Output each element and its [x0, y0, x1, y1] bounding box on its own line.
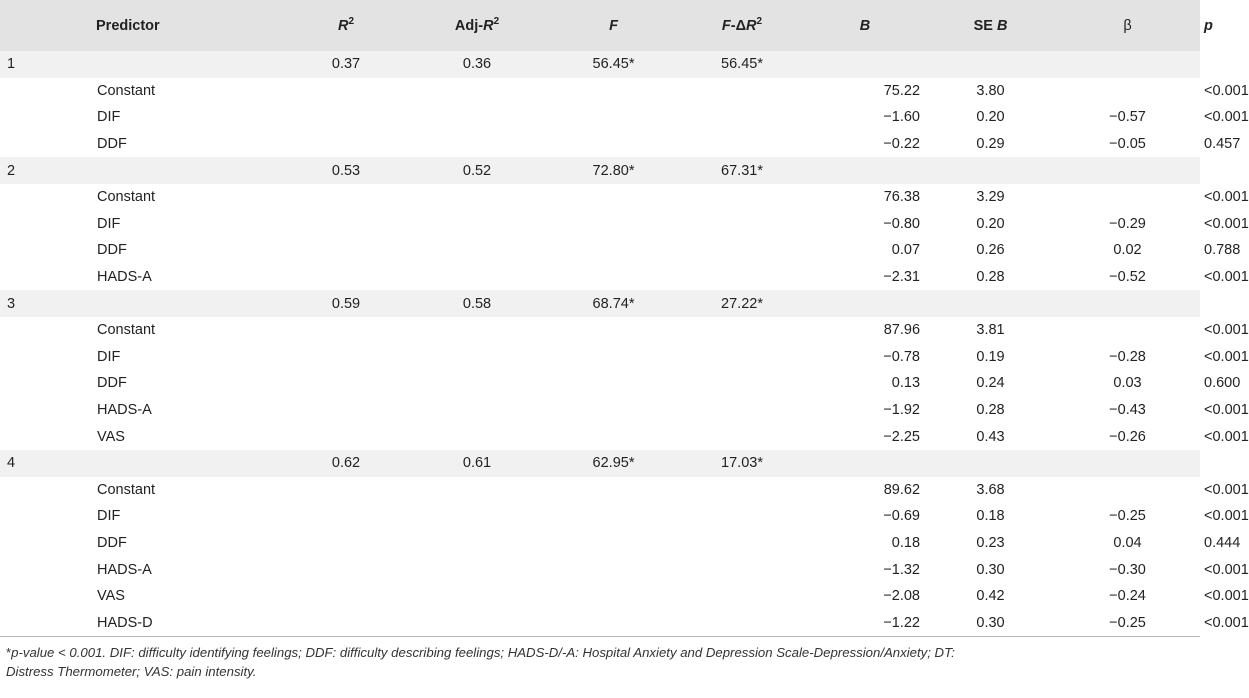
- cell-predictor: [92, 450, 285, 477]
- cell-r-squared: [285, 184, 407, 211]
- cell-f: [547, 583, 680, 610]
- cell-r-squared: [285, 264, 407, 291]
- cell-step: 4: [7, 455, 16, 472]
- cell-f-delta-r-squared: [680, 237, 804, 264]
- cell-predictor: HADS-A: [97, 402, 152, 419]
- header-r-squared-symbol: R: [337, 17, 349, 34]
- header-fdr-f: F: [721, 17, 731, 34]
- cell-se-b: 0.42: [976, 588, 1005, 605]
- cell-beta: 0.03: [1113, 375, 1142, 392]
- cell-adj-r-squared: [407, 583, 547, 610]
- cell-f-delta-r-squared: [680, 344, 804, 371]
- table-row-predictor: DIF −0.80 0.20 −0.29 <0.001: [0, 211, 1200, 238]
- cell-adj-r-squared: [407, 530, 547, 557]
- cell-se-b: [926, 290, 1055, 317]
- cell-f-delta-r-squared: [680, 211, 804, 238]
- table-header: [0, 0, 1213, 51]
- cell-adj-r-squared: [407, 344, 547, 371]
- cell-f-delta-r-squared: 56.45*: [721, 56, 763, 73]
- cell-b: [804, 157, 926, 184]
- cell-step: 1: [7, 56, 16, 73]
- cell-predictor: VAS: [97, 428, 125, 445]
- cell-adj-r-squared: [407, 78, 547, 105]
- cell-se-b: [926, 51, 1055, 78]
- cell-f: [547, 477, 680, 504]
- cell-adj-r-squared: [407, 104, 547, 131]
- cell-adj-r-squared: [407, 609, 547, 636]
- cell-se-b: 0.29: [976, 136, 1005, 153]
- cell-step: [0, 397, 92, 424]
- cell-f-delta-r-squared: [680, 317, 804, 344]
- table-row-predictor: HADS-A −1.32 0.30 −0.30 <0.001: [0, 556, 1200, 583]
- cell-r-squared: [285, 78, 407, 105]
- cell-step: [0, 556, 92, 583]
- header-adj-r-squared: [407, 0, 547, 51]
- cell-se-b: 0.20: [976, 109, 1005, 126]
- cell-step: [0, 104, 92, 131]
- cell-b: −1.22: [883, 614, 921, 631]
- cell-adj-r-squared: [407, 131, 547, 158]
- cell-step: [0, 423, 92, 450]
- cell-f-delta-r-squared: [680, 530, 804, 557]
- cell-beta: −0.52: [1109, 269, 1146, 286]
- cell-predictor: DIF: [97, 109, 121, 126]
- cell-f: [547, 609, 680, 636]
- cell-predictor: DDF: [97, 242, 127, 259]
- cell-r-squared: [285, 556, 407, 583]
- header-p-symbol: p: [1204, 17, 1213, 34]
- cell-f-delta-r-squared: [680, 397, 804, 424]
- cell-f-delta-r-squared: [680, 370, 804, 397]
- cell-adj-r-squared: [407, 211, 547, 238]
- cell-f-delta-r-squared: 17.03*: [721, 455, 763, 472]
- cell-f: [547, 184, 680, 211]
- cell-r-squared: [285, 503, 407, 530]
- cell-b: −0.22: [883, 136, 921, 153]
- cell-predictor: Constant: [97, 481, 156, 498]
- cell-adj-r-squared: [407, 317, 547, 344]
- cell-b: −1.60: [883, 109, 921, 126]
- cell-b: −0.80: [883, 215, 921, 232]
- cell-se-b: 0.28: [976, 402, 1005, 419]
- cell-se-b: 0.20: [976, 215, 1005, 232]
- cell-b: 0.18: [891, 534, 921, 551]
- cell-step: [0, 344, 92, 371]
- cell-f: 56.45*: [592, 56, 635, 73]
- cell-adj-r-squared: [407, 397, 547, 424]
- cell-adj-r-squared: [407, 503, 547, 530]
- cell-f: [547, 131, 680, 158]
- cell-predictor: DDF: [97, 534, 127, 551]
- cell-r-squared: [285, 423, 407, 450]
- cell-step: [0, 370, 92, 397]
- cell-f-delta-r-squared: [680, 609, 804, 636]
- footnote-star: *: [6, 645, 12, 661]
- cell-se-b: 3.29: [976, 189, 1005, 206]
- header-row: [0, 0, 1200, 51]
- cell-b: −0.69: [883, 508, 921, 525]
- cell-beta: [1055, 184, 1200, 211]
- cell-step: [0, 78, 92, 105]
- cell-step: [0, 211, 92, 238]
- cell-f-delta-r-squared: [680, 264, 804, 291]
- table-row-predictor: DIF −0.78 0.19 −0.28 <0.001: [0, 344, 1200, 371]
- cell-adj-r-squared: 0.58: [462, 295, 492, 312]
- cell-f-delta-r-squared: [680, 477, 804, 504]
- cell-b: −2.31: [883, 269, 921, 286]
- table-row-model-step: [0, 290, 1200, 317]
- cell-r-squared: [285, 237, 407, 264]
- table-row-predictor: DIF −1.60 0.20 −0.57 <0.001: [0, 104, 1200, 131]
- footnote-line-2: Distress Thermometer; VAS: pain intensity.: [6, 664, 257, 680]
- cell-predictor: VAS: [97, 588, 125, 605]
- footnote-line-1: p-value < 0.001. DIF: difficulty identifying feelings; DDF: difficulty describing feelings; HADS-D/-A: Hospital Anxiety and Depression Scale-Depression/Anxiety; DT:: [11, 645, 955, 661]
- cell-se-b: 3.80: [976, 82, 1005, 99]
- cell-f: [547, 78, 680, 105]
- header-beta: [1055, 0, 1200, 51]
- cell-beta: −0.57: [1109, 109, 1146, 126]
- cell-se-b: [926, 450, 1055, 477]
- cell-adj-r-squared: [407, 237, 547, 264]
- cell-f-delta-r-squared: 27.22*: [721, 295, 763, 312]
- cell-predictor: Constant: [97, 322, 156, 339]
- cell-f: 62.95*: [592, 455, 635, 472]
- cell-f: [547, 503, 680, 530]
- cell-r-squared: [285, 583, 407, 610]
- header-fdr-r: R: [746, 17, 757, 34]
- cell-adj-r-squared: [407, 477, 547, 504]
- cell-b: 87.96: [883, 322, 921, 339]
- cell-predictor: Constant: [97, 189, 156, 206]
- cell-f: 72.80*: [592, 162, 635, 179]
- cell-f-delta-r-squared: 67.31*: [721, 162, 763, 179]
- cell-f: [547, 397, 680, 424]
- cell-beta: [1055, 51, 1200, 78]
- cell-se-b: 0.23: [976, 534, 1005, 551]
- cell-predictor: [92, 51, 285, 78]
- cell-r-squared: [285, 344, 407, 371]
- cell-adj-r-squared: 0.52: [462, 162, 492, 179]
- cell-step: [0, 477, 92, 504]
- cell-se-b: 0.30: [976, 561, 1005, 578]
- cell-se-b: 0.18: [976, 508, 1005, 525]
- table-row-predictor: HADS-A −2.31 0.28 −0.52 <0.001: [0, 264, 1200, 291]
- table-row-predictor: Constant 76.38 3.29 <0.001: [0, 184, 1200, 211]
- cell-step: 3: [7, 295, 16, 312]
- cell-f: 68.74*: [592, 295, 635, 312]
- cell-b: −1.32: [883, 561, 921, 578]
- cell-beta: [1055, 290, 1200, 317]
- cell-beta: [1055, 157, 1200, 184]
- cell-b: 0.07: [891, 242, 921, 259]
- cell-f: [547, 344, 680, 371]
- cell-b: −2.08: [883, 588, 921, 605]
- cell-r-squared: [285, 131, 407, 158]
- cell-beta: −0.30: [1109, 561, 1146, 578]
- cell-adj-r-squared: [407, 264, 547, 291]
- header-b: [804, 0, 926, 51]
- table-row-predictor: VAS −2.25 0.43 −0.26 <0.001: [0, 423, 1200, 450]
- cell-r-squared: [285, 104, 407, 131]
- table-row-predictor: Constant 89.62 3.68 <0.001: [0, 477, 1200, 504]
- cell-se-b: 3.68: [976, 481, 1005, 498]
- cell-predictor: DDF: [97, 136, 127, 153]
- table-row-predictor: HADS-A −1.92 0.28 −0.43 <0.001: [0, 397, 1200, 424]
- cell-se-b: 0.28: [976, 269, 1005, 286]
- cell-r-squared: [285, 317, 407, 344]
- table-row-predictor: Constant 87.96 3.81 <0.001: [0, 317, 1200, 344]
- cell-r-squared: [285, 477, 407, 504]
- table-row-predictor: VAS −2.08 0.42 −0.24 <0.001: [0, 583, 1200, 610]
- header-adj-r-symbol: R: [483, 17, 494, 34]
- cell-predictor: DDF: [97, 375, 127, 392]
- cell-se-b: 0.43: [976, 428, 1005, 445]
- cell-beta: −0.43: [1109, 402, 1146, 419]
- cell-se-b: 0.24: [976, 375, 1005, 392]
- cell-beta: −0.25: [1109, 614, 1146, 631]
- cell-se-b: 3.81: [976, 322, 1005, 339]
- cell-beta: −0.25: [1109, 508, 1146, 525]
- cell-step: [0, 131, 92, 158]
- cell-step: [0, 237, 92, 264]
- cell-f: [547, 370, 680, 397]
- cell-step: 2: [7, 162, 16, 179]
- cell-predictor: DIF: [97, 508, 121, 525]
- cell-predictor: [92, 157, 285, 184]
- cell-f-delta-r-squared: [680, 503, 804, 530]
- header-predictor: Predictor: [96, 17, 160, 34]
- header-se-b-symbol: B: [996, 17, 1008, 34]
- cell-adj-r-squared: 0.36: [462, 56, 492, 73]
- cell-predictor: HADS-A: [97, 561, 152, 578]
- cell-predictor: Constant: [97, 82, 156, 99]
- table-row-model-step: [0, 450, 1200, 477]
- cell-r-squared: [285, 397, 407, 424]
- header-fdr-delta: -Δ: [730, 17, 747, 34]
- cell-f-delta-r-squared: [680, 556, 804, 583]
- cell-f-delta-r-squared: [680, 78, 804, 105]
- cell-step: [0, 583, 92, 610]
- cell-b: 89.62: [883, 481, 921, 498]
- cell-step: [0, 530, 92, 557]
- cell-b: 0.13: [891, 375, 921, 392]
- cell-b: [804, 51, 926, 78]
- cell-f: [547, 211, 680, 238]
- cell-predictor: DIF: [97, 348, 121, 365]
- cell-step: [0, 264, 92, 291]
- header-f-symbol: F: [609, 17, 618, 34]
- cell-f-delta-r-squared: [680, 423, 804, 450]
- cell-adj-r-squared: [407, 556, 547, 583]
- cell-adj-r-squared: [407, 184, 547, 211]
- cell-adj-r-squared: [407, 423, 547, 450]
- cell-step: [0, 184, 92, 211]
- cell-f: [547, 423, 680, 450]
- table-row-model-step: [0, 157, 1200, 184]
- cell-b: [804, 290, 926, 317]
- cell-se-b: 0.30: [976, 614, 1005, 631]
- header-se-prefix: SE: [973, 17, 997, 34]
- cell-r-squared: 0.62: [331, 455, 361, 472]
- cell-predictor: DIF: [97, 215, 121, 232]
- cell-beta: [1055, 78, 1200, 105]
- cell-beta: −0.29: [1109, 215, 1146, 232]
- cell-f: [547, 264, 680, 291]
- table-row-predictor: DDF 0.07 0.26 0.02 0.788: [0, 237, 1200, 264]
- header-adj-prefix: Adj-: [454, 17, 484, 34]
- cell-se-b: 0.26: [976, 242, 1005, 259]
- cell-f: [547, 104, 680, 131]
- cell-b: −1.92: [883, 402, 921, 419]
- table-row-model-step: [0, 51, 1200, 78]
- cell-predictor: [92, 290, 285, 317]
- cell-beta: 0.04: [1113, 534, 1142, 551]
- cell-beta: −0.05: [1109, 136, 1146, 153]
- header-f-delta-r-squared: [680, 0, 804, 51]
- cell-beta: [1055, 450, 1200, 477]
- header-f: [547, 0, 680, 51]
- table-row-predictor: Constant 75.22 3.80 <0.001: [0, 78, 1200, 105]
- cell-r-squared: 0.37: [331, 56, 361, 73]
- cell-predictor: HADS-A: [97, 269, 152, 286]
- table-row-predictor: HADS-D −1.22 0.30 −0.25 <0.001: [0, 609, 1200, 636]
- cell-b: −2.25: [883, 428, 921, 445]
- cell-r-squared: 0.53: [331, 162, 361, 179]
- cell-step: [0, 317, 92, 344]
- cell-r-squared: [285, 530, 407, 557]
- cell-f-delta-r-squared: [680, 104, 804, 131]
- table-row-predictor: DDF 0.13 0.24 0.03 0.600: [0, 370, 1200, 397]
- cell-beta: [1055, 317, 1200, 344]
- cell-r-squared: [285, 211, 407, 238]
- header-se-b: [926, 0, 1055, 51]
- cell-r-squared: 0.59: [331, 295, 361, 312]
- cell-predictor: HADS-D: [97, 614, 153, 631]
- cell-f: [547, 556, 680, 583]
- cell-f-delta-r-squared: [680, 184, 804, 211]
- header-b-symbol: B: [859, 17, 871, 34]
- cell-beta: 0.02: [1113, 242, 1142, 259]
- cell-r-squared: [285, 370, 407, 397]
- cell-se-b: 0.19: [976, 348, 1005, 365]
- cell-f-delta-r-squared: [680, 131, 804, 158]
- cell-beta: −0.24: [1109, 588, 1146, 605]
- cell-beta: −0.26: [1109, 428, 1146, 445]
- cell-f: [547, 317, 680, 344]
- cell-beta: −0.28: [1109, 348, 1146, 365]
- cell-b: −0.78: [883, 348, 921, 365]
- table-footnote: [0, 637, 1200, 681]
- cell-r-squared: [285, 609, 407, 636]
- table-row-predictor: DDF −0.22 0.29 −0.05 0.457: [0, 131, 1200, 158]
- header-adj-r-sup: 2: [493, 15, 500, 27]
- cell-adj-r-squared: 0.61: [462, 455, 492, 472]
- header-step: [0, 0, 92, 51]
- cell-f: [547, 530, 680, 557]
- table-body: [0, 51, 1249, 636]
- cell-f-delta-r-squared: [680, 583, 804, 610]
- cell-b: [804, 450, 926, 477]
- header-r-squared-sup: 2: [348, 15, 355, 27]
- table-row-predictor: DIF −0.69 0.18 −0.25 <0.001: [0, 503, 1200, 530]
- cell-beta: [1055, 477, 1200, 504]
- cell-step: [0, 609, 92, 636]
- table-row-predictor: DDF 0.18 0.23 0.04 0.444: [0, 530, 1200, 557]
- cell-b: 75.22: [883, 82, 921, 99]
- cell-adj-r-squared: [407, 370, 547, 397]
- header-fdr-sup: 2: [756, 15, 763, 27]
- cell-step: [0, 503, 92, 530]
- header-r-squared: [285, 0, 407, 51]
- header-beta-symbol: β: [1123, 17, 1132, 34]
- cell-f: [547, 237, 680, 264]
- cell-b: 76.38: [883, 189, 921, 206]
- cell-se-b: [926, 157, 1055, 184]
